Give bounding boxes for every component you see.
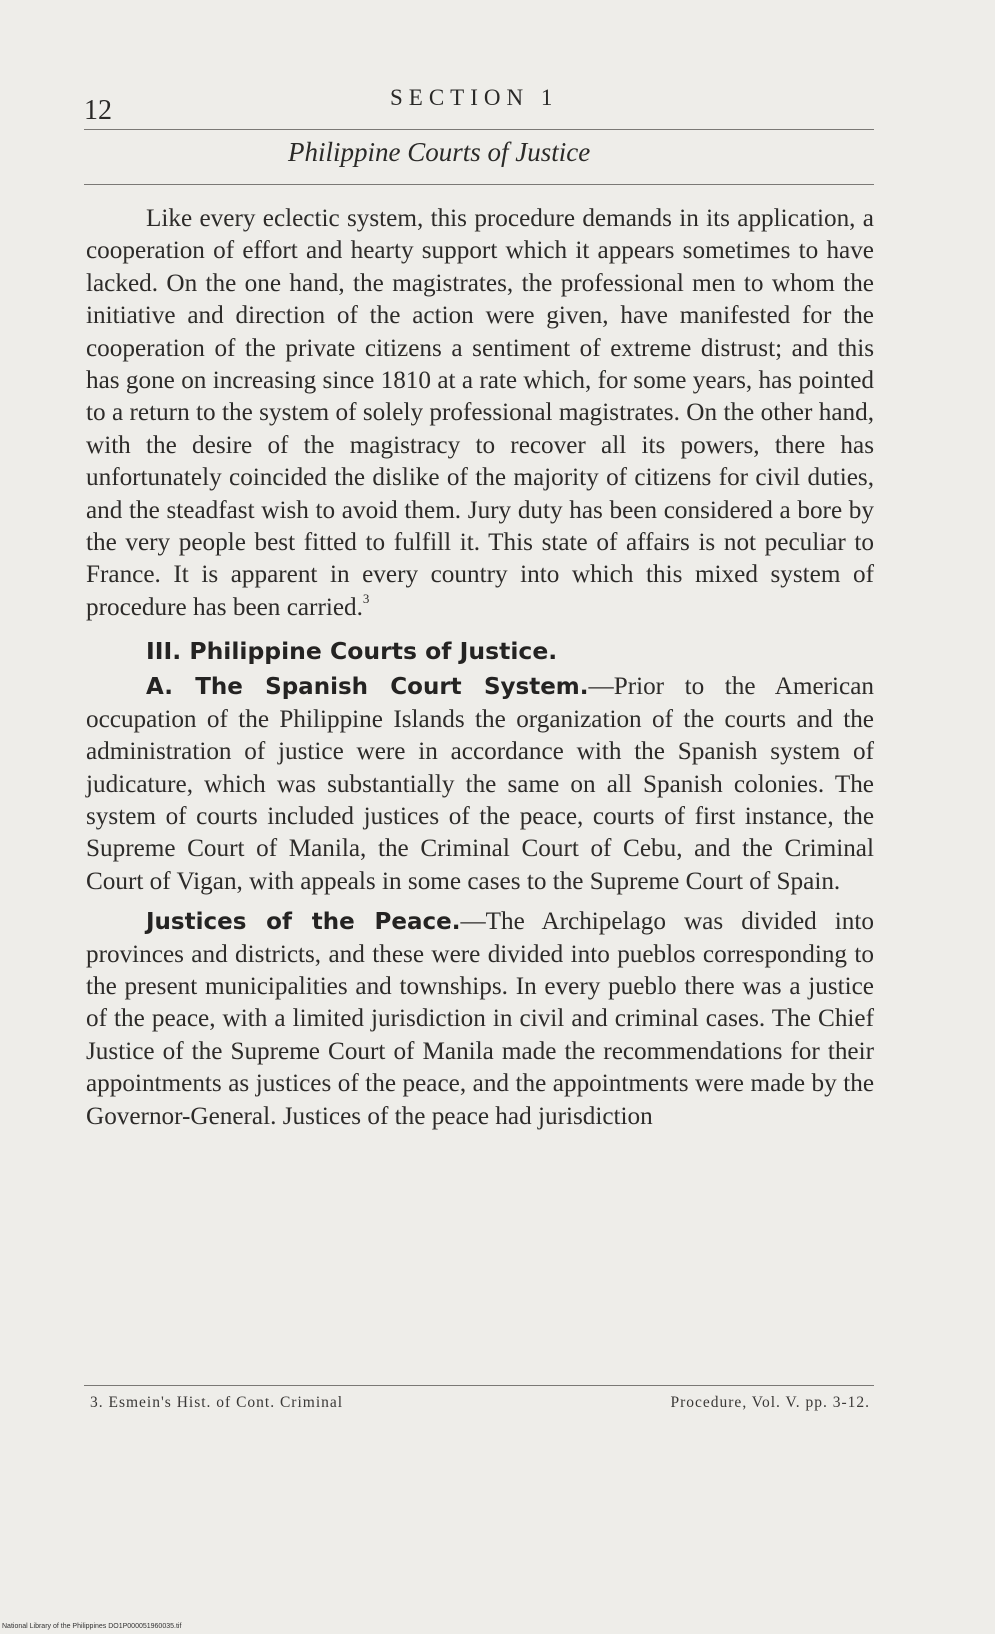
paragraph-justices-of-peace	[86, 906, 874, 1133]
paragraph-spanish-court-system	[86, 671, 874, 898]
footnote-number: 3.	[90, 1394, 104, 1411]
header-rule-top	[84, 129, 874, 130]
footnote-rule	[84, 1385, 874, 1386]
header-rule-bottom	[84, 184, 874, 185]
page-body	[86, 203, 874, 1133]
section-title: SECTION 1	[390, 85, 559, 110]
paragraph-eclectic-system	[86, 203, 874, 624]
library-credit: National Library of the Philippines DO1P000051960035.tif	[2, 1623, 182, 1630]
paragraph-1-text: Like every eclectic system, this procedure demands in its application, a cooperation of effort and hearty support which it appears sometimes to have lacked. On the one hand, the magistrates, the professional men to whom the initiative and direction of the action were given, have manifested for the cooperation of the private citizens a sentiment of extreme distrust; and this has gone on increasing since 1810 at a rate which, for some years, has pointed to a return to the system of solely professional magistrates. On the other hand, with the desire of the magistracy to recover all its powers, there has unfortunately coincided the dislike of the majority of citizens for civil duties, and the steadfast wish to avoid them. Jury duty has been considered a bore by the very people best fitted to fulfill it. This state of affairs is not peculiar to France. It is apparent in every country into which this mixed system of procedure has been carried.	[86, 205, 874, 621]
footnote	[90, 1393, 870, 1413]
subheading-justices-of-peace: Justices of the Peace.	[146, 909, 461, 936]
footnote-source: Esmein's Hist. of Cont. Criminal	[108, 1394, 344, 1411]
paragraph-2-text: —Prior to the American occupation of the Philippine Islands the organization of the courts and the administration of justice were in accordance with the Spanish system of judicature, which was substantially the same on all Spanish colonies. The system of courts included justices of the peace, courts of first instance, the Supreme Court of Manila, the Criminal Court of Cebu, and the Criminal Court of Vigan, with appeals in some cases to the Supreme Court of Spain.	[86, 673, 874, 895]
footnote-detail: Procedure, Vol. V. pp. 3-12.	[670, 1394, 870, 1411]
footnote-left	[90, 1393, 343, 1413]
subheading-spanish-court-system: A. The Spanish Court System.	[146, 674, 589, 701]
page-number: 12	[84, 95, 112, 126]
footnote-reference: 3	[362, 591, 370, 607]
paragraph-3-text: —The Archipelago was divided into provinces and districts, and these were divided into pueblos corresponding to the present municipalities and townships. In every pueblo there was a justice of the peace, with a limited jurisdiction in civil and criminal cases. The Chief Justice of the Supreme Court of Manila made the recommendations for their appointments as justices of the peace, and the appointments were made by the Governor-General. Justices of the peace had jurisdiction	[86, 908, 874, 1130]
running-title: Philippine Courts of Justice	[288, 137, 591, 167]
section-heading-iii: III. Philippine Courts of Justice.	[146, 637, 558, 666]
